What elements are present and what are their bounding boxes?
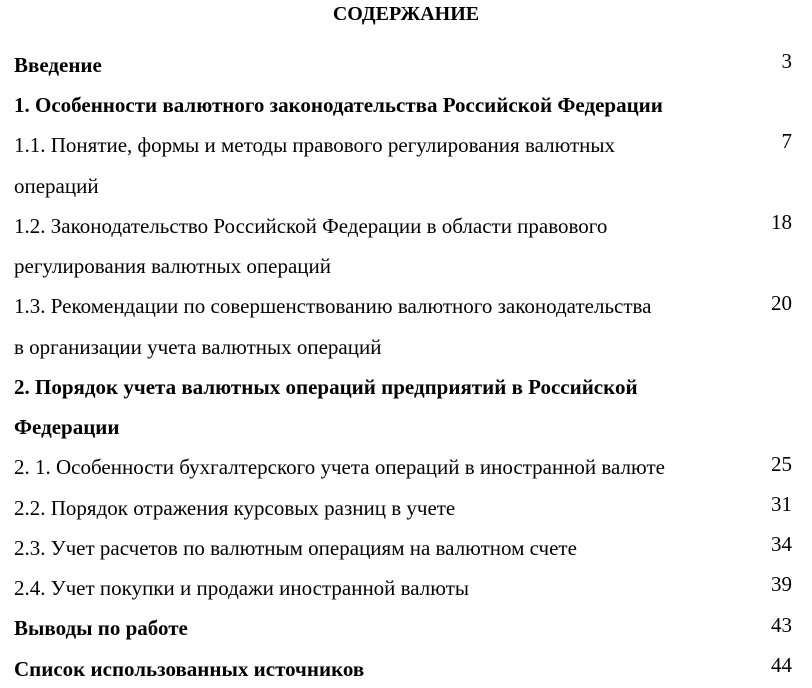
toc-page-number: 39	[771, 572, 792, 596]
toc-page-number: 18	[771, 210, 792, 234]
toc-entry-1-2-continued: регулирования валютных операций	[14, 254, 331, 278]
toc-page-number: 43	[771, 613, 792, 637]
toc-entry-1-1: 1.1. Понятие, формы и методы правового регулирования валютных	[14, 133, 616, 157]
toc-page-number: 3	[781, 49, 792, 73]
toc-page-number: 34	[771, 532, 792, 556]
toc-page-number: 31	[771, 492, 792, 516]
toc-entry-1-2: 1.2. Законодательство Российской Федерации в области правового	[14, 214, 608, 238]
toc-entry-2-3: 2.3. Учет расчетов по валютным операциям на валютном счете	[14, 536, 577, 560]
toc-entry-chapter-2-continued: Федерации	[14, 415, 120, 439]
toc-entry-2-2: 2.2. Порядок отражения курсовых разниц в учете	[14, 496, 456, 520]
toc-entry-conclusions: Выводы по работе	[14, 616, 188, 640]
toc-page-number: 44	[771, 653, 792, 677]
toc-entry-2-4: 2.4. Учет покупки и продажи иностранной валюты	[14, 576, 469, 600]
toc-page-number: 25	[771, 452, 792, 476]
toc-entry-1-1-continued: операций	[14, 174, 99, 198]
toc-entry-chapter-2: 2. Порядок учета валютных операций предприятий в Российской	[14, 375, 638, 399]
toc-entry-2-1: 2. 1. Особенности бухгалтерского учета операций в иностранной валюте	[14, 455, 665, 479]
toc-title: СОДЕРЖАНИЕ	[332, 3, 480, 25]
toc-entry-chapter-1: 1. Особенности валютного законодательства Российской Федерации	[14, 93, 663, 117]
toc-entry-references: Список использованных источников	[14, 657, 365, 681]
toc-entry-1-3-continued: в организации учета валютных операций	[14, 335, 382, 359]
toc-page-number: 20	[771, 291, 792, 315]
toc-entry-1-3: 1.3. Рекомендации по совершенствованию валютного законодательства	[14, 294, 652, 318]
toc-entry-introduction: Введение	[14, 53, 102, 77]
toc-page-number: 7	[781, 129, 792, 153]
